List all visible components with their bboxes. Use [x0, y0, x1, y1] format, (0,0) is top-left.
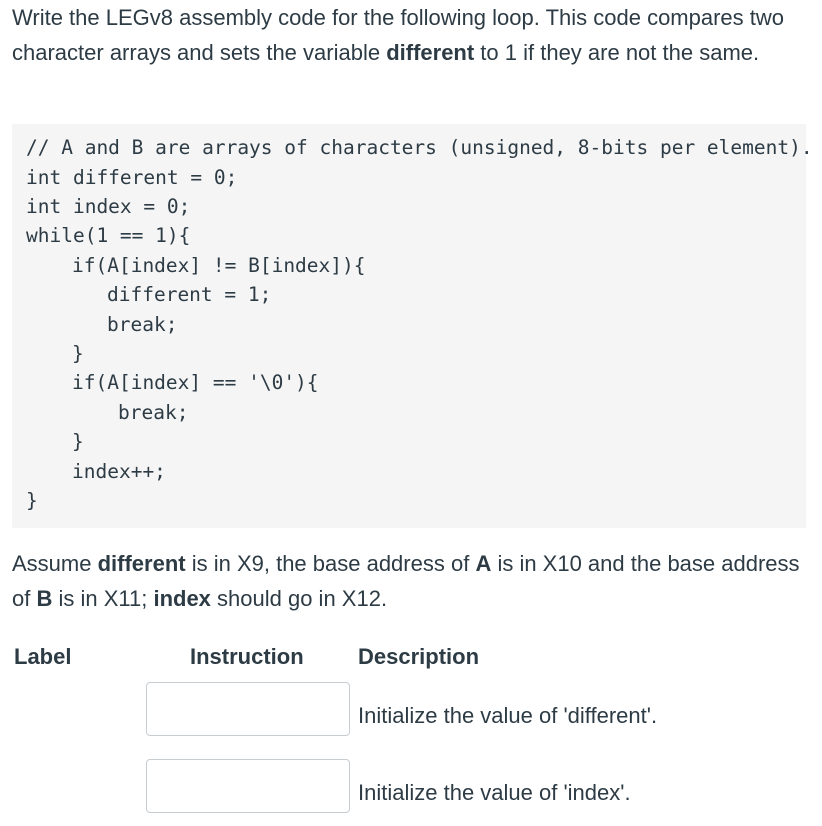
code-line-3: int index = 0; — [26, 195, 191, 218]
code-block — [12, 124, 813, 528]
header-label: Label — [14, 644, 72, 669]
assume-b2: A — [475, 551, 492, 576]
assume-b4: index — [153, 586, 211, 611]
question-prompt — [12, 0, 812, 70]
code-line-10: break; — [118, 401, 189, 424]
code-line-12: index++; — [72, 460, 166, 483]
assume-b3: B — [36, 586, 53, 611]
code-line-4: while(1 == 1){ — [26, 224, 191, 247]
description-row-1: Initialize the value of 'different'. — [358, 703, 658, 728]
code-line-8: } — [72, 342, 84, 365]
header-description: Description — [358, 644, 480, 669]
question-text-2: to 1 if they are not the same. — [474, 40, 760, 65]
code-line-2: int different = 0; — [26, 166, 238, 189]
assume-t3: is in X10 and the base address of — [12, 551, 800, 611]
code-line-5: if(A[index] != B[index]){ — [72, 254, 366, 277]
description-row-2: Initialize the value of 'index'. — [358, 780, 631, 805]
code-line-13: } — [26, 489, 38, 512]
assumption-text — [12, 546, 812, 616]
code-line-7: break; — [107, 313, 178, 336]
question-text-1: Write the LEGv8 assembly code for the following loop. This code compares two character arrays and sets the variable — [12, 5, 785, 65]
header-instruction: Instruction — [190, 644, 304, 669]
assume-b1: different — [97, 551, 186, 576]
code-line-9: if(A[index] == '\0'){ — [72, 371, 319, 394]
code-line-6: different = 1; — [107, 283, 272, 306]
instruction-input-2[interactable] — [146, 759, 350, 813]
question-bold-different: different — [386, 40, 475, 65]
assume-t1: Assume — [12, 551, 98, 576]
assume-t2: is in X9, the base address of — [185, 551, 476, 576]
instruction-input-1[interactable] — [146, 682, 350, 736]
assume-t5: should go in X12. — [210, 586, 388, 611]
code-line-11: } — [72, 430, 84, 453]
code-line-1: // A and B are arrays of characters (unsigned, 8-bits per element). — [26, 136, 813, 159]
assume-t4: is in X11; — [52, 586, 154, 611]
